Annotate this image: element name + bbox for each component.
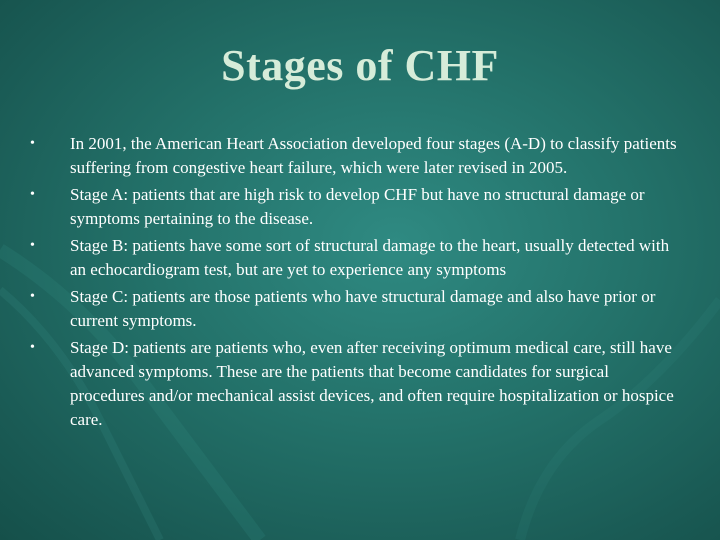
list-item <box>30 234 680 282</box>
bullet-dot-icon: • <box>30 187 35 202</box>
bullet-list <box>30 132 680 435</box>
bullet-text: Stage D: patients are patients who, even after receiving optimum medical care, still have advanced symptoms. These are the patients that become candidates for surgical procedures and/or mechanical assist devices, and often require hospitalization or hospice care. <box>70 338 674 429</box>
bullet-dot-icon: • <box>30 136 35 151</box>
bullet-dot-icon: • <box>30 340 35 355</box>
bullet-dot-icon: • <box>30 289 35 304</box>
list-item <box>30 285 680 333</box>
bullet-text: In 2001, the American Heart Association developed four stages (A-D) to classify patients suffering from congestive heart failure, which were later revised in 2005. <box>70 134 677 177</box>
slide-title: Stages of CHF <box>221 41 499 90</box>
bullet-text: Stage A: patients that are high risk to develop CHF but have no structural damage or symptoms pertaining to the disease. <box>70 185 645 228</box>
bullet-text: Stage C: patients are those patients who have structural damage and also have prior or current symptoms. <box>70 287 656 330</box>
list-item <box>30 132 680 180</box>
bullet-dot-icon: • <box>30 238 35 253</box>
list-item <box>30 336 680 432</box>
bullet-text: Stage B: patients have some sort of structural damage to the heart, usually detected with an echocardiogram test, but are yet to experience any symptoms <box>70 236 670 279</box>
list-item <box>30 183 680 231</box>
